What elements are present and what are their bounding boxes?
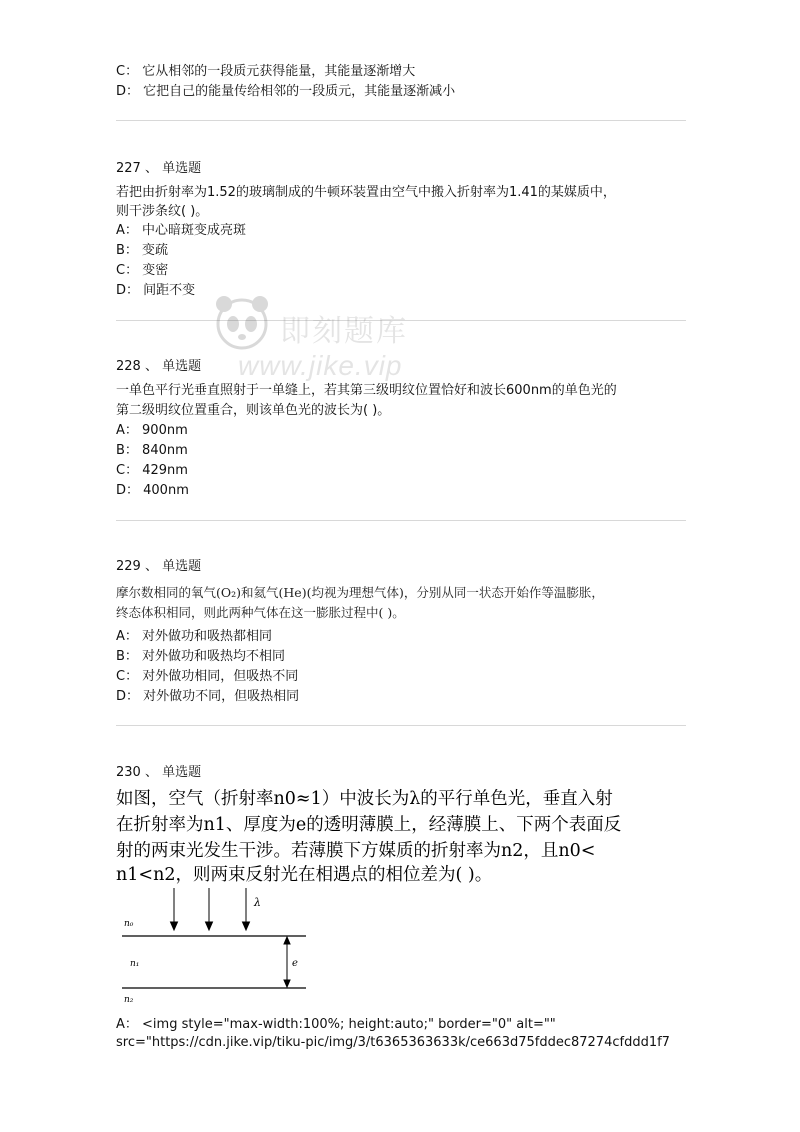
q228-stem-line1: 一单色平行光垂直照射于一单缝上，若其第三级明纹位置恰好和波长600nm的单色光的	[116, 383, 617, 398]
q228-option-b[interactable]: B： 840nm	[116, 443, 188, 458]
q228-header: 228 、 单选题	[116, 359, 202, 374]
q230-option-a-line1: A： <img style="max-width:100%; height:auto;" border="0" alt=""	[116, 1017, 556, 1032]
q230-stem-line3: 射的两束光发生干涉。若薄膜下方媒质的折射率为n2，且n0<	[116, 841, 596, 861]
q228-option-a[interactable]: A： 900nm	[116, 423, 188, 438]
divider	[116, 120, 686, 121]
divider	[116, 520, 686, 521]
q227-stem-line2: 则干涉条纹( )。	[116, 204, 209, 219]
q228-stem-line2: 第二级明纹位置重合，则该单色光的波长为( )。	[116, 403, 391, 418]
q229-header: 229 、 单选题	[116, 559, 202, 574]
q228-option-d[interactable]: D： 400nm	[116, 483, 189, 498]
divider	[116, 725, 686, 726]
incident-rays	[171, 888, 250, 930]
q227-option-a[interactable]: A： 中心暗斑变成亮斑	[116, 223, 247, 238]
q230-header: 230 、 单选题	[116, 765, 202, 780]
q230-stem-line4: n1<n2，则两束反射光在相遇点的相位差为( )。	[116, 865, 493, 885]
watermark-brand: 即刻题库	[280, 315, 408, 348]
divider	[116, 320, 686, 321]
label-lambda: λ	[254, 896, 261, 909]
thin-film-figure	[116, 884, 316, 1009]
q226-option-c[interactable]: C： 它从相邻的一段质元获得能量，其能量逐渐增大	[116, 64, 416, 79]
label-n1: n₁	[130, 959, 140, 969]
watermark-url: www.jike.vip	[238, 350, 403, 381]
q230-stem-line2: 在折射率为n1、厚度为e的透明薄膜上，经薄膜上、下两个表面反	[116, 815, 622, 835]
q227-option-c[interactable]: C： 变密	[116, 263, 169, 278]
q229-option-c[interactable]: C： 对外做功相同，但吸热不同	[116, 669, 299, 684]
q229-stem-line1: 摩尔数相同的氧气(O₂)和氦气(He)(均视为理想气体)，分别从同一状态开始作等温膨胀，	[116, 585, 604, 600]
q227-header: 227 、 单选题	[116, 161, 202, 176]
q229-option-a[interactable]: A： 对外做功和吸热都相同	[116, 629, 273, 644]
panda-logo-icon	[212, 290, 272, 360]
label-e: e	[292, 958, 298, 969]
q229-option-b[interactable]: B： 对外做功和吸热均不相同	[116, 649, 286, 664]
q230-stem-line1: 如图，空气（折射率n0≈1）中波长为λ的平行单色光，垂直入射	[116, 789, 613, 809]
q228-option-c[interactable]: C： 429nm	[116, 463, 188, 478]
q230-option-a[interactable]	[116, 1016, 686, 1052]
q230-option-a-line2: src="https://cdn.jike.vip/tiku-pic/img/3/t6365363633k/ce663d75fddec87274cfddd1f7	[116, 1035, 670, 1050]
q227-option-d[interactable]: D： 间距不变	[116, 283, 196, 298]
thickness-arrow	[284, 937, 290, 987]
q227-option-b[interactable]: B： 变疏	[116, 243, 169, 258]
q229-stem-line2: 终态体积相同，则此两种气体在这一膨胀过程中( )。	[116, 605, 405, 620]
label-n2: n₂	[124, 995, 134, 1005]
q229-option-d[interactable]: D： 对外做功不同，但吸热相同	[116, 689, 300, 704]
label-n0: n₀	[124, 919, 134, 929]
q227-stem-line1: 若把由折射率为1.52的玻璃制成的牛顿环装置由空气中搬入折射率为1.41的某媒质中，	[116, 185, 616, 200]
q226-option-d[interactable]: D： 它把自己的能量传给相邻的一段质元，其能量逐渐减小	[116, 84, 456, 99]
